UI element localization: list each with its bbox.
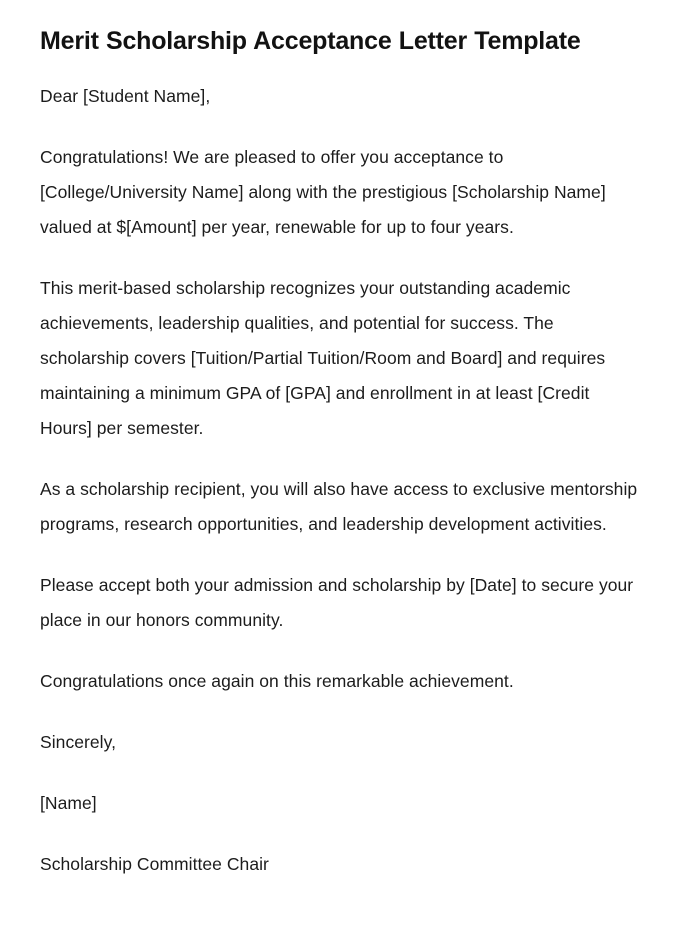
page-title: Merit Scholarship Acceptance Letter Template [40,27,581,55]
paragraph-congratulations-offer: Congratulations! We are pleased to offer you acceptance to [College/University Name] along with the prestigious [Scholarship Name] valued at $[Amount] per year, renewable for up to four years. [40,147,606,237]
paragraph-acceptance-deadline: Please accept both your admission and scholarship by [Date] to secure your place in our honors community. [40,575,634,630]
paragraph-signature-title: Scholarship Committee Chair [40,854,269,874]
paragraph-sign-off: Sincerely, [40,732,117,752]
paragraph-recipient-benefits: As a scholarship recipient, you will also have access to exclusive mentorship programs, research opportunities, and leadership development activities. [40,479,638,534]
paragraph-signature-name: [Name] [40,793,97,813]
paragraph-salutation: Dear [Student Name], [40,86,211,106]
paragraph-scholarship-details: This merit-based scholarship recognizes your outstanding academic achievements, leadership qualities, and potential for success. The scholarship covers [Tuition/Partial Tuition/Room and Board] and requires maintaining a minimum GPA of [GPA] and enrollment in at least [Credit Hours] per semester. [40,278,606,438]
paragraph-closing-congratulations: Congratulations once again on this remarkable achievement. [40,671,514,691]
